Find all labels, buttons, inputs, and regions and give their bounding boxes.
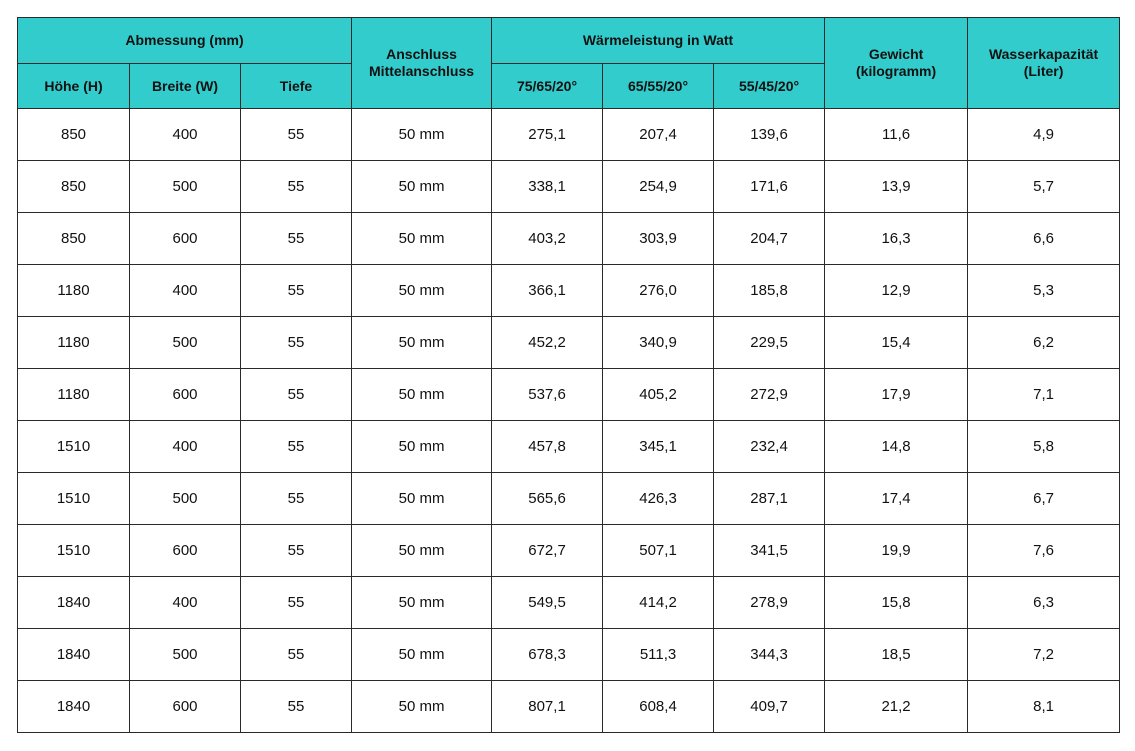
cell-depth: 55 [241,421,352,473]
cell-weight: 15,4 [825,317,968,369]
cell-height: 1840 [18,629,130,681]
cell-heat-55: 139,6 [714,109,825,161]
cell-heat-75: 537,6 [492,369,603,421]
cell-connection: 50 mm [352,577,492,629]
header-weight-line1: Gewicht [868,46,924,62]
table-row [18,629,1120,681]
table-row [18,421,1120,473]
header-height: Höhe (H) [18,64,130,109]
table-row [18,265,1120,317]
cell-water-capacity: 6,6 [968,213,1120,265]
header-water-capacity [968,18,1120,109]
cell-water-capacity: 7,2 [968,629,1120,681]
cell-heat-65: 340,9 [603,317,714,369]
cell-height: 1180 [18,369,130,421]
cell-heat-75: 338,1 [492,161,603,213]
cell-heat-75: 452,2 [492,317,603,369]
cell-heat-75: 565,6 [492,473,603,525]
cell-connection: 50 mm [352,161,492,213]
cell-weight: 13,9 [825,161,968,213]
header-connection [352,18,492,109]
header-weight-line2: (kilogramm) [856,63,937,79]
table-row [18,109,1120,161]
cell-connection: 50 mm [352,421,492,473]
cell-heat-75: 807,1 [492,681,603,733]
cell-water-capacity: 5,7 [968,161,1120,213]
table-row [18,577,1120,629]
cell-width: 500 [130,629,241,681]
cell-width: 500 [130,473,241,525]
cell-water-capacity: 4,9 [968,109,1120,161]
header-connection-line1: Anschluss [386,46,457,62]
cell-width: 600 [130,213,241,265]
cell-depth: 55 [241,577,352,629]
cell-heat-65: 254,9 [603,161,714,213]
cell-heat-65: 303,9 [603,213,714,265]
cell-depth: 55 [241,109,352,161]
cell-connection: 50 mm [352,473,492,525]
header-heat-55: 55/45/20° [714,64,825,109]
header-heat-75: 75/65/20° [492,64,603,109]
cell-heat-55: 171,6 [714,161,825,213]
cell-width: 500 [130,317,241,369]
cell-depth: 55 [241,473,352,525]
table-header [18,18,1120,109]
header-weight [825,18,968,109]
radiator-spec-table [17,17,1120,733]
cell-depth: 55 [241,213,352,265]
cell-width: 600 [130,525,241,577]
cell-width: 400 [130,421,241,473]
cell-weight: 15,8 [825,577,968,629]
header-connection-line2: Mittelanschluss [369,63,475,79]
cell-heat-55: 204,7 [714,213,825,265]
cell-water-capacity: 5,8 [968,421,1120,473]
cell-heat-55: 272,9 [714,369,825,421]
cell-depth: 55 [241,629,352,681]
header-water-line1: Wasserkapazität [988,46,1099,62]
cell-weight: 17,4 [825,473,968,525]
table-row [18,213,1120,265]
cell-height: 1180 [18,317,130,369]
cell-heat-65: 276,0 [603,265,714,317]
cell-height: 1510 [18,473,130,525]
cell-height: 1510 [18,421,130,473]
table-row [18,473,1120,525]
cell-weight: 21,2 [825,681,968,733]
cell-connection: 50 mm [352,525,492,577]
cell-weight: 19,9 [825,525,968,577]
cell-depth: 55 [241,681,352,733]
header-water-line2: (Liter) [1023,63,1064,79]
table-row [18,369,1120,421]
cell-depth: 55 [241,161,352,213]
cell-weight: 17,9 [825,369,968,421]
cell-height: 1180 [18,265,130,317]
cell-width: 400 [130,109,241,161]
header-width: Breite (W) [130,64,241,109]
cell-water-capacity: 6,3 [968,577,1120,629]
cell-weight: 16,3 [825,213,968,265]
cell-width: 500 [130,161,241,213]
cell-heat-75: 403,2 [492,213,603,265]
table-row [18,525,1120,577]
cell-width: 400 [130,577,241,629]
cell-heat-55: 278,9 [714,577,825,629]
cell-weight: 14,8 [825,421,968,473]
cell-heat-75: 366,1 [492,265,603,317]
table-row [18,317,1120,369]
cell-height: 850 [18,213,130,265]
cell-heat-75: 457,8 [492,421,603,473]
cell-heat-55: 232,4 [714,421,825,473]
cell-height: 1840 [18,681,130,733]
cell-heat-65: 345,1 [603,421,714,473]
cell-heat-65: 608,4 [603,681,714,733]
cell-water-capacity: 7,1 [968,369,1120,421]
cell-water-capacity: 6,2 [968,317,1120,369]
header-depth: Tiefe [241,64,352,109]
cell-depth: 55 [241,369,352,421]
cell-depth: 55 [241,317,352,369]
cell-connection: 50 mm [352,369,492,421]
cell-heat-65: 426,3 [603,473,714,525]
cell-heat-55: 185,8 [714,265,825,317]
table-row [18,161,1120,213]
cell-width: 400 [130,265,241,317]
cell-heat-75: 678,3 [492,629,603,681]
cell-height: 1510 [18,525,130,577]
header-dimensions-group: Abmessung (mm) [18,18,352,64]
cell-width: 600 [130,369,241,421]
cell-height: 1840 [18,577,130,629]
cell-connection: 50 mm [352,213,492,265]
cell-connection: 50 mm [352,109,492,161]
cell-height: 850 [18,109,130,161]
cell-heat-75: 549,5 [492,577,603,629]
cell-depth: 55 [241,525,352,577]
cell-height: 850 [18,161,130,213]
cell-depth: 55 [241,265,352,317]
cell-water-capacity: 8,1 [968,681,1120,733]
cell-heat-75: 672,7 [492,525,603,577]
cell-heat-65: 511,3 [603,629,714,681]
cell-width: 600 [130,681,241,733]
cell-weight: 12,9 [825,265,968,317]
cell-heat-65: 507,1 [603,525,714,577]
cell-weight: 18,5 [825,629,968,681]
cell-connection: 50 mm [352,681,492,733]
table-row [18,681,1120,733]
cell-heat-65: 207,4 [603,109,714,161]
cell-heat-75: 275,1 [492,109,603,161]
header-heat-65: 65/55/20° [603,64,714,109]
cell-connection: 50 mm [352,265,492,317]
cell-connection: 50 mm [352,629,492,681]
table-body [18,109,1120,733]
cell-water-capacity: 7,6 [968,525,1120,577]
cell-heat-55: 409,7 [714,681,825,733]
cell-water-capacity: 5,3 [968,265,1120,317]
cell-heat-55: 229,5 [714,317,825,369]
cell-connection: 50 mm [352,317,492,369]
cell-heat-65: 405,2 [603,369,714,421]
cell-heat-55: 344,3 [714,629,825,681]
cell-weight: 11,6 [825,109,968,161]
header-heat-output-group: Wärmeleistung in Watt [492,18,825,64]
cell-heat-55: 341,5 [714,525,825,577]
cell-heat-55: 287,1 [714,473,825,525]
cell-heat-65: 414,2 [603,577,714,629]
cell-water-capacity: 6,7 [968,473,1120,525]
